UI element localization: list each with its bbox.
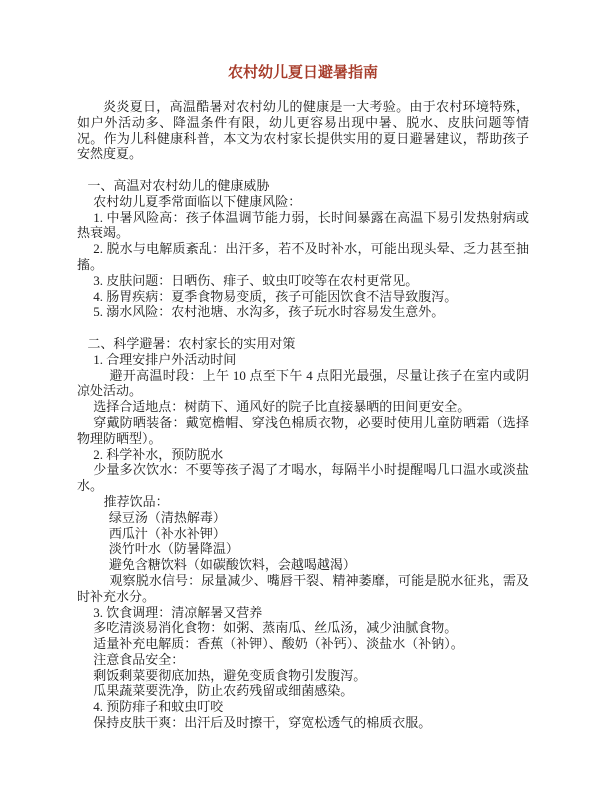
paragraph: 少量多次饮水：不要等孩子渴了才喝水，每隔半小时提醒喝几口温水或淡盐水。 [77,462,529,494]
paragraph: 4. 预防痱子和蚊虫叮咬 [93,699,224,715]
paragraph: 观察脱水信号：尿量减少、嘴唇干裂、精神萎靡，可能是脱水征兆，需及时补充水分。 [77,572,529,604]
document-title: 农村幼儿夏日避暑指南 [227,65,378,81]
paragraph: 3. 皮肤问题：日晒伤、痱子、蚊虫叮咬等在农村更常见。 [93,272,419,288]
document-body [77,63,529,731]
paragraph: 5. 溺水风险：农村池塘、水沟多，孩子玩水时容易发生意外。 [93,304,445,320]
paragraph: 注意食品安全： [93,651,185,667]
paragraph: 2. 科学补水，预防脱水 [93,446,224,462]
paragraph: 绿豆汤（清热解毒） [108,509,226,525]
blank-line [77,320,529,336]
paragraph: 避开高温时段：上午 10 点至下午 4 点阳光最强，尽量让孩子在室内或阴凉处活动。 [77,367,529,399]
paragraph: 选择合适地点：树荫下、通风好的院子比直接暴晒的田间更安全。 [93,399,471,415]
paragraph: 穿戴防晒装备：戴宽檐帽、穿浅色棉质衣物，必要时使用儿童防晒霜（选择物理防晒型）。 [77,414,529,446]
paragraph: 多吃清淡易消化食物：如粥、蒸南瓜、丝瓜汤，减少油腻食物。 [93,620,458,636]
section-heading-2: 二、科学避暑：农村家长的实用对策 [87,335,296,351]
section-heading-1: 一、高温对农村幼儿的健康威胁 [87,177,270,193]
paragraph: 适量补充电解质：香蕉（补钾）、酸奶（补钙）、淡盐水（补钠）。 [93,636,464,652]
blank-line [77,162,529,178]
paragraph: 1. 合理安排户外活动时间 [93,351,237,367]
paragraph: 3. 饮食调理：清凉解暑又营养 [93,604,263,620]
paragraph: 瓜果蔬菜要洗净，防止农药残留或细菌感染。 [93,683,354,699]
paragraph: 西瓜汁（补水补钾） [108,525,226,541]
paragraph: 1. 中暑风险高：孩子体温调节能力弱，长时间暴露在高温下易引发热射病或热衰竭。 [77,209,529,241]
paragraph: 剩饭剩菜要彻底加热，避免变质食物引发腹泻。 [93,667,367,683]
paragraph: 推荐饮品： [103,493,169,509]
intro-paragraph: 炎炎夏日，高温酷暑对农村幼儿的健康是一大考验。由于农村环境特殊，如户外活动多、降温条件有限，幼儿更容易出现中暑、脱水、皮肤问题等情况。作为儿科健康科普，本文为农村家长提供实用的夏日避暑建议，帮助孩子安然度夏。 [77,99,529,162]
paragraph: 避免含糖饮料（如碳酸饮料，会越喝越渴） [108,557,356,573]
paragraph: 农村幼儿夏季常面临以下健康风险： [93,193,302,209]
paragraph: 4. 肠胃疾病：夏季食物易变质，孩子可能因饮食不洁导致腹泻。 [93,288,458,304]
paragraph: 2. 脱水与电解质紊乱：出汗多，若不及时补水，可能出现头晕、乏力甚至抽搐。 [77,241,529,272]
paragraph: 保持皮肤干爽：出汗后及时擦干，穿宽松透气的棉质衣服。 [93,715,432,731]
paragraph: 淡竹叶水（防暑降温） [108,541,239,557]
